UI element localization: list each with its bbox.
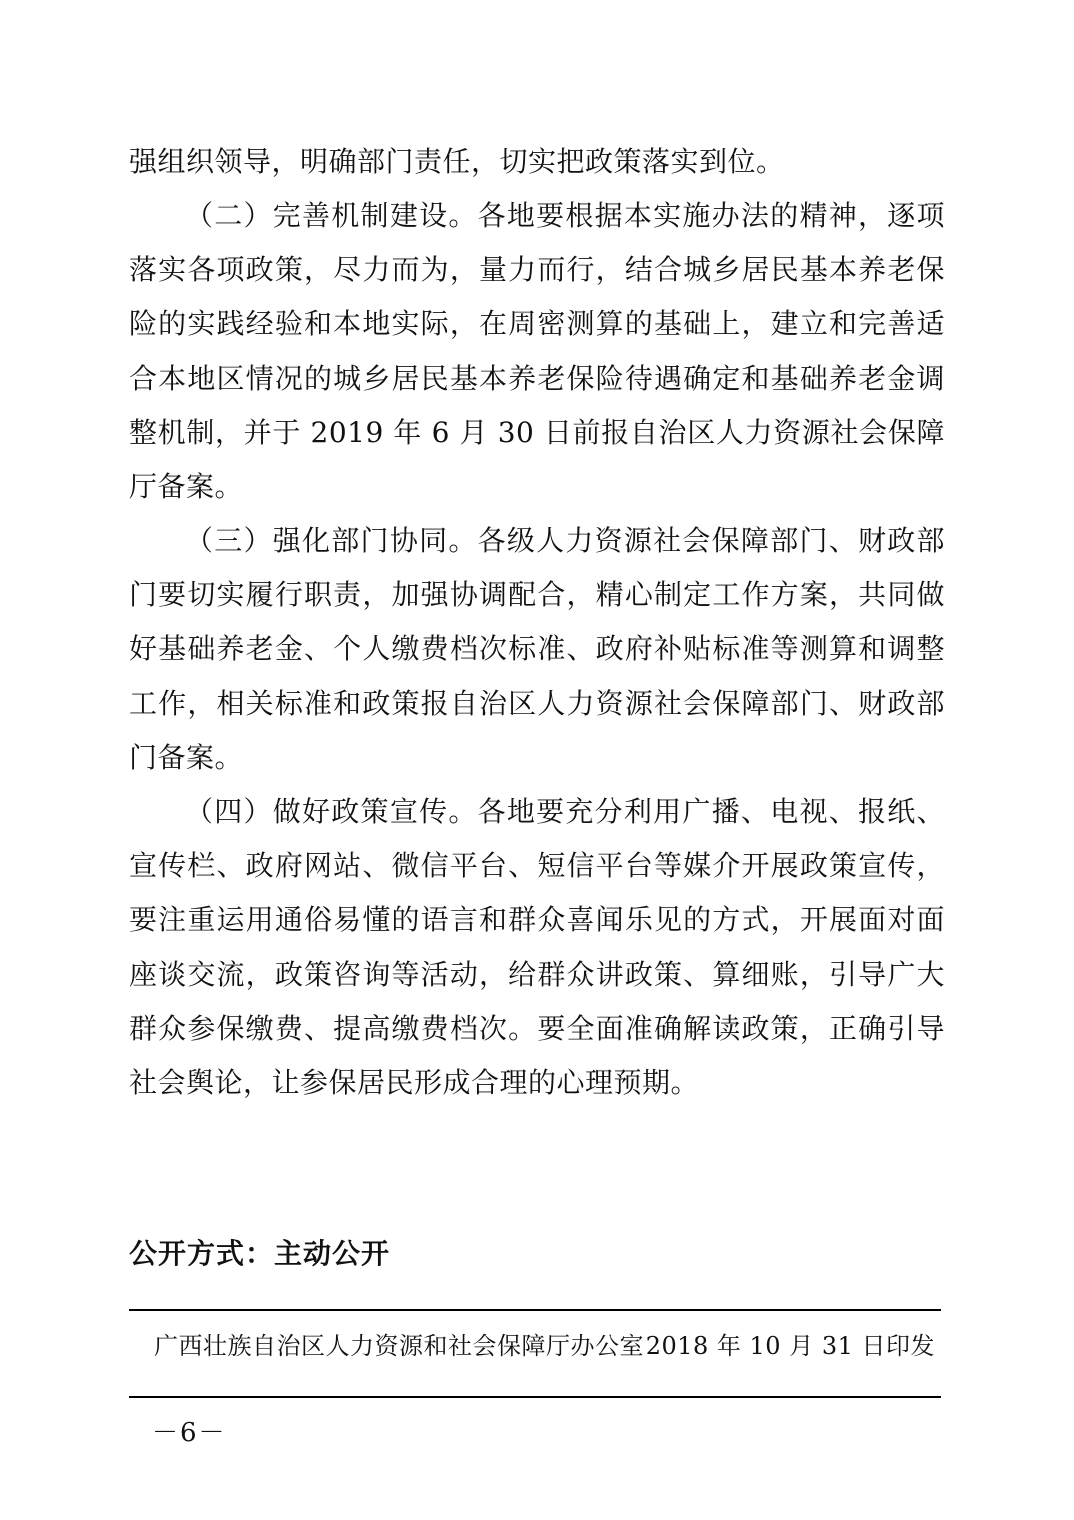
disclosure-method: 公开方式：主动公开 <box>129 1237 391 1270</box>
body-paragraph-mechanism: （二）完善机制建设。各地要根据本实施办法的精神，逐项落实各项政策，尽力而为，量力而行，结合城乡居民基本养老保险的实践经验和本地实际，在周密测算的基础上，建立和完善适合本地区情况的城乡居民基本养老保险待遇确定和基础养老金调整机制，并于 2019 年 6 月 30 日前报自治区人力资源社会保障厅备案。 <box>129 199 945 504</box>
body-paragraph-continuation: 强组织领导，明确部门责任，切实把政策落实到位。 <box>129 145 785 178</box>
issuer-office: 广西壮族自治区人力资源和社会保障厅办公室 <box>154 1332 644 1360</box>
body-paragraph-coordination: （三）强化部门协同。各级人力资源社会保障部门、财政部门要切实履行职责，加强协调配合，精心制定工作方案，共同做好基础养老金、个人缴费档次标准、政府补贴标准等测算和调整工作，相关标准和政策报自治区人力资源社会保障部门、财政部门备案。 <box>129 524 945 774</box>
body-paragraph-publicity: （四）做好政策宣传。各地要充分利用广播、电视、报纸、宣传栏、政府网站、微信平台、短信平台等媒介开展政策宣传，要注重运用通俗易懂的语言和群众喜闻乐见的方式，开展面对面座谈交流，政策咨询等活动，给群众讲政策、算细账，引导广大群众参保缴费、提高缴费档次。要全面准确解读政策，正确引导社会舆论，让参保居民形成合理的心理预期。 <box>129 795 945 1100</box>
footer-bottom-rule <box>129 1396 941 1398</box>
page-number: －6－ <box>152 1418 227 1448</box>
issue-date: 2018 年 10 月 31 日印发 <box>645 1332 935 1360</box>
footer-top-rule <box>129 1309 941 1311</box>
